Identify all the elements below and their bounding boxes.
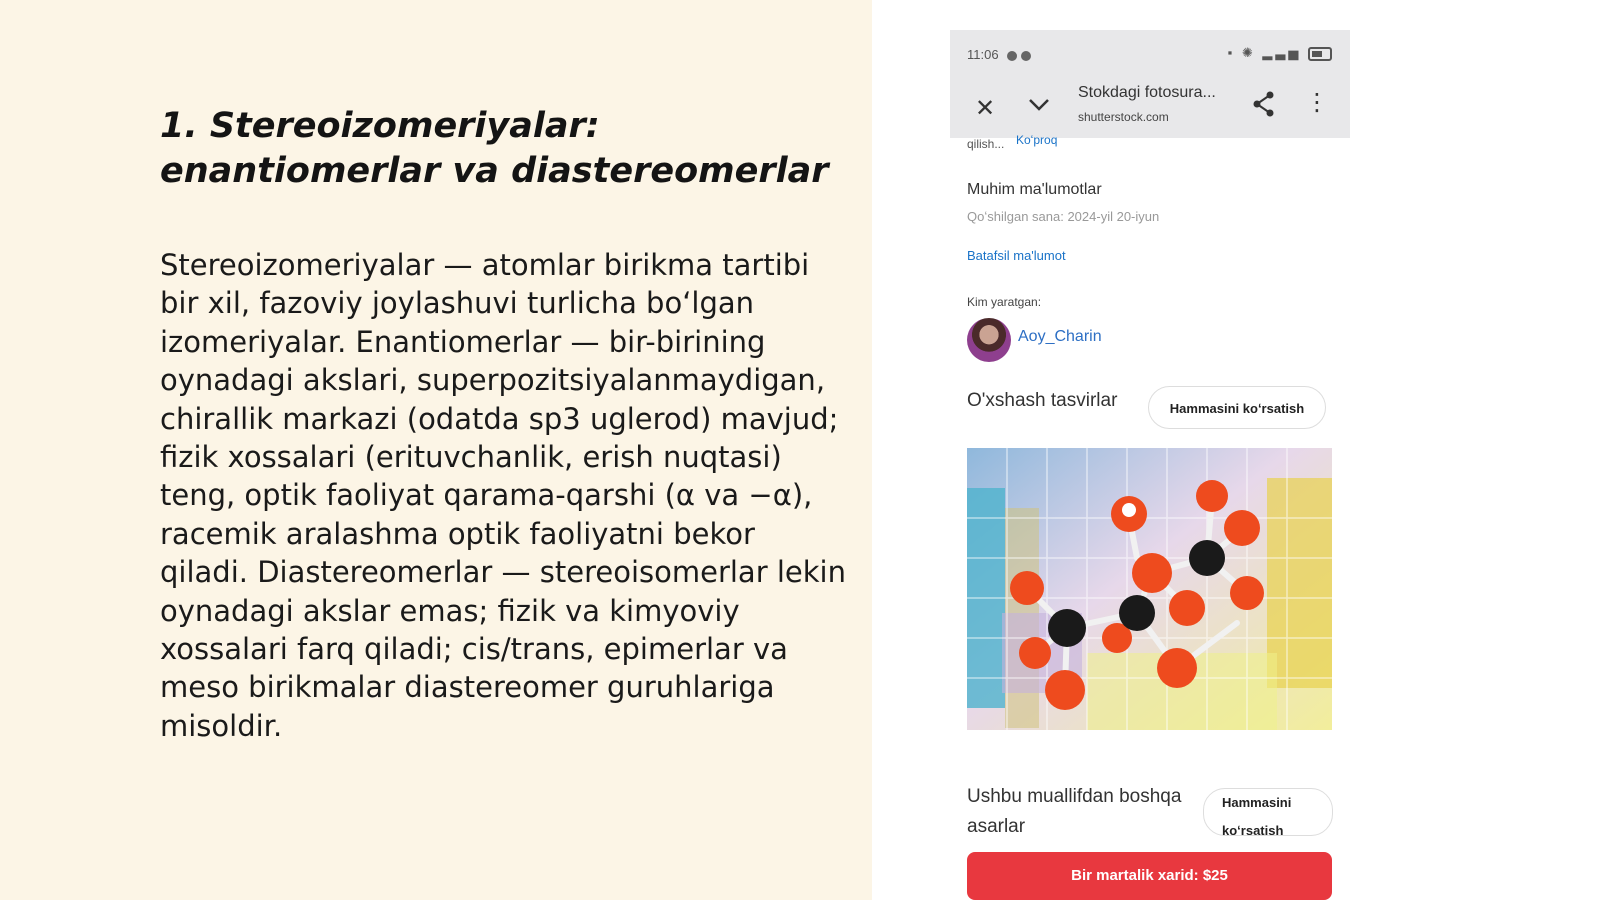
creator-name-link[interactable]: Aoy_Charin (1018, 328, 1102, 345)
similar-image-thumbnail[interactable] (967, 448, 1332, 730)
more-vertical-icon[interactable]: ⋮ (1305, 88, 1329, 116)
more-link[interactable]: Koʻproq (1016, 133, 1058, 147)
buy-once-button[interactable]: Bir martalik xarid: $25 (967, 852, 1332, 900)
added-date: Qoʻshilgan sana: 2024-yil 20-iyun (967, 209, 1160, 224)
avatar[interactable] (967, 318, 1011, 362)
browser-url: shutterstock.com (1078, 110, 1169, 124)
browser-toolbar (950, 76, 1350, 138)
phone-screenshot (950, 30, 1350, 900)
slide-body-text: Stereoizomeriyalar — atomlar birikma tartibi bir xil, fazoviy joylashuvi turlicha boʻlgan izomeriyalar. Enantiomerlar — bir-birining oynadagi akslari, superpozitsiyalanmaydigan, chirallik markazi (odatda sp3 uglerod) mavjud; fizik xossalari (erituvchanlik, erish nuqtasi) teng, optik faoliyat qarama-qarshi (α va −α), racemik aralashma optik faoliyatni bekor qiladi. Diastereomerlar — stereoisomerlar lekin oynadagi akslar emas; fizik va kimyoviy xossalari farq qiladi; cis/trans, epimerlar va meso birikmalar diastereomer guruhlariga misoldir. (160, 248, 846, 743)
show-all-similar-button[interactable]: Hammasini koʻrsatish (1148, 386, 1326, 429)
details-link[interactable]: Batafsil ma'lumot (967, 248, 1066, 263)
similar-images-heading: O'xshash tasvirlar (967, 390, 1118, 411)
slide-title: 1. Stereoizomeriyalar: enantiomerlar va diastereomerlar (160, 106, 829, 191)
chevron-down-icon[interactable] (1025, 90, 1053, 118)
more-from-author-heading: Ushbu muallifdan boshqa asarlar (967, 786, 1182, 837)
status-icons: ▪ ✺ ▂▃▅ (1228, 45, 1332, 61)
share-icon[interactable] (1252, 90, 1276, 118)
notification-icons (1007, 49, 1035, 64)
status-bar (950, 30, 1350, 76)
status-time: 11:06 (967, 47, 999, 62)
show-all-author-button[interactable]: Hammasini koʻrsatish (1203, 788, 1333, 836)
important-info-heading: Muhim ma'lumotlar (967, 181, 1102, 198)
battery-icon (1308, 47, 1332, 61)
close-icon[interactable]: ✕ (975, 94, 996, 122)
truncated-description: qilish... (967, 137, 1005, 151)
creator-label: Kim yaratgan: (967, 295, 1042, 309)
browser-page-title: Stokdagi fotosura... (1078, 84, 1216, 101)
